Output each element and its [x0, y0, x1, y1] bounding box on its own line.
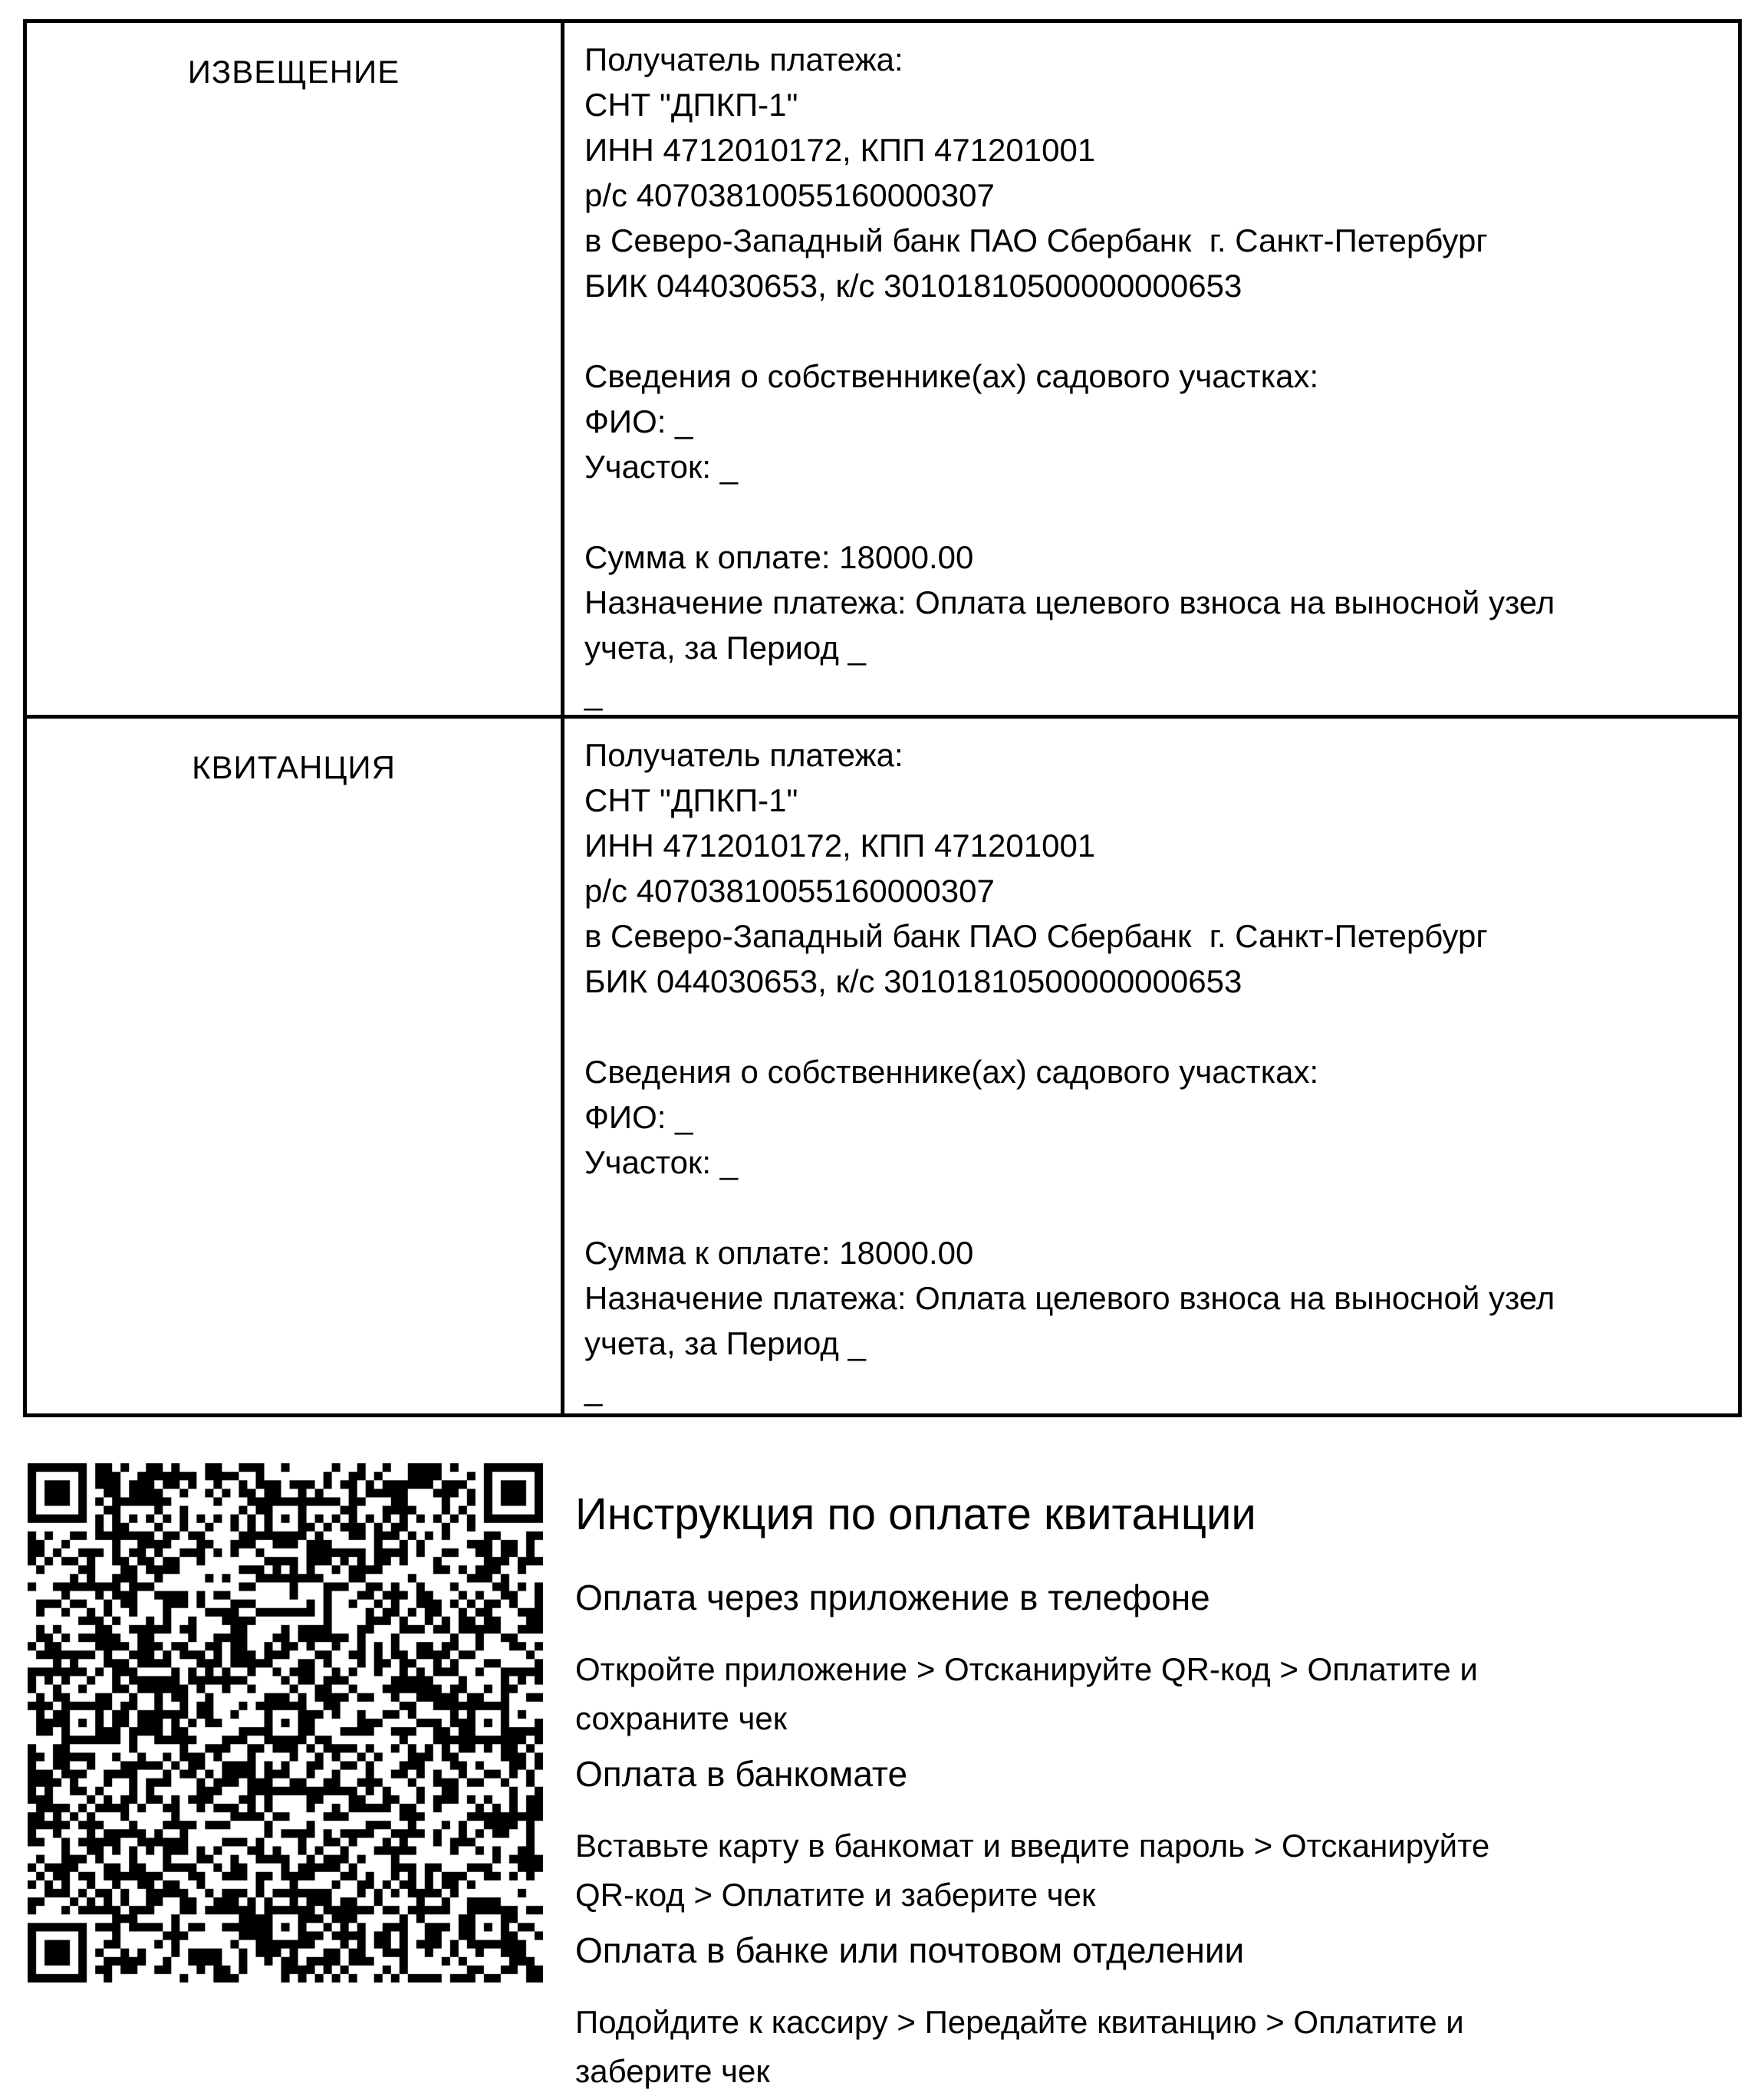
instruction-text-line: QR-код > Оплатите и заберите чек — [575, 1877, 1096, 1913]
instruction-text-line: Откройте приложение > Отсканируйте QR-код > Оплатите и — [575, 1651, 1478, 1687]
receipt-text-line: учета, за Период _ — [584, 1325, 866, 1361]
receipt-text-line: Получатель платежа: — [584, 737, 903, 773]
receipt-text-line: Назначение платежа: Оплата целевого взноса на выносной узел — [584, 1280, 1555, 1316]
receipt-label: КВИТАНЦИЯ — [27, 719, 564, 1413]
payment-instructions — [575, 1490, 1741, 2096]
receipt-text-line: Участок: _ — [584, 449, 739, 485]
receipt-text-line: Сведения о собственнике(ах) садового участках: — [584, 1054, 1319, 1090]
instruction-text-line: Вставьте карту в банкомат и введите пароль > Отсканируйте — [575, 1828, 1490, 1864]
receipt-text-line — [584, 1004, 1723, 1049]
receipt-text-line — [584, 489, 1723, 535]
receipt-text-line: СНТ "ДПКП-1" — [584, 87, 798, 123]
instruction-text-line: заберите чек — [575, 2053, 770, 2089]
instruction-heading-bank-post: Оплата в банке или почтовом отделении — [575, 1930, 1245, 1970]
receipt-table — [23, 19, 1742, 1417]
notice-details — [564, 23, 1738, 719]
receipt-text-line: Сумма к оплате: 18000.00 — [584, 539, 974, 575]
receipt-text-line: в Северо-Западный банк ПАО Сбербанк г. Санкт-Петербург — [584, 918, 1488, 954]
instruction-body-atm — [575, 1821, 1741, 1920]
instruction-text-line: сохраните чек — [575, 1700, 788, 1736]
qr-code — [28, 1463, 543, 1982]
receipt-text-line: ИНН 4712010172, КПП 471201001 — [584, 828, 1096, 864]
receipt-text-line: учета, за Период _ — [584, 630, 866, 666]
instructions-title: Инструкция по оплате квитанции — [575, 1489, 1256, 1539]
instruction-body-bank-post — [575, 1998, 1741, 2096]
receipt-details — [564, 719, 1738, 1413]
receipt-text-line: ФИО: _ — [584, 403, 693, 439]
receipt-text-line: СНТ "ДПКП-1" — [584, 782, 798, 818]
receipt-text-line — [584, 1185, 1723, 1230]
receipt-text-line: р/с 40703810055160000307 — [584, 177, 995, 213]
notice-label: ИЗВЕЩЕНИЕ — [27, 23, 564, 719]
receipt-text-line: Назначение платежа: Оплата целевого взноса на выносной узел — [584, 584, 1555, 620]
receipt-text-line — [584, 308, 1723, 354]
instruction-heading-atm: Оплата в банкомате — [575, 1754, 908, 1794]
receipt-text-line: ФИО: _ — [584, 1099, 693, 1135]
receipt-text-line: БИК 044030653, к/с 30101810500000000653 — [584, 963, 1242, 999]
receipt-text-line: _ — [584, 1370, 603, 1407]
receipt-text-line: Участок: _ — [584, 1144, 739, 1180]
receipt-text-line: Сведения о собственнике(ах) садового участках: — [584, 358, 1319, 394]
receipt-text-line: ИНН 4712010172, КПП 471201001 — [584, 132, 1096, 168]
instruction-text-line: Подойдите к кассиру > Передайте квитанцию > Оплатите и — [575, 2004, 1464, 2040]
receipt-text-line: _ — [584, 675, 603, 711]
receipt-text-line: в Северо-Западный банк ПАО Сбербанк г. Санкт-Петербург — [584, 222, 1488, 258]
qr-code-block — [28, 1463, 543, 1982]
receipt-text-line: р/с 40703810055160000307 — [584, 873, 995, 909]
receipt-text-line: Получатель платежа: — [584, 41, 903, 77]
receipt-text-line: БИК 044030653, к/с 30101810500000000653 — [584, 268, 1242, 304]
instruction-body-phone-app — [575, 1645, 1741, 1743]
instruction-heading-phone-app: Оплата через приложение в телефоне — [575, 1578, 1210, 1617]
receipt-text-line: Сумма к оплате: 18000.00 — [584, 1235, 974, 1271]
